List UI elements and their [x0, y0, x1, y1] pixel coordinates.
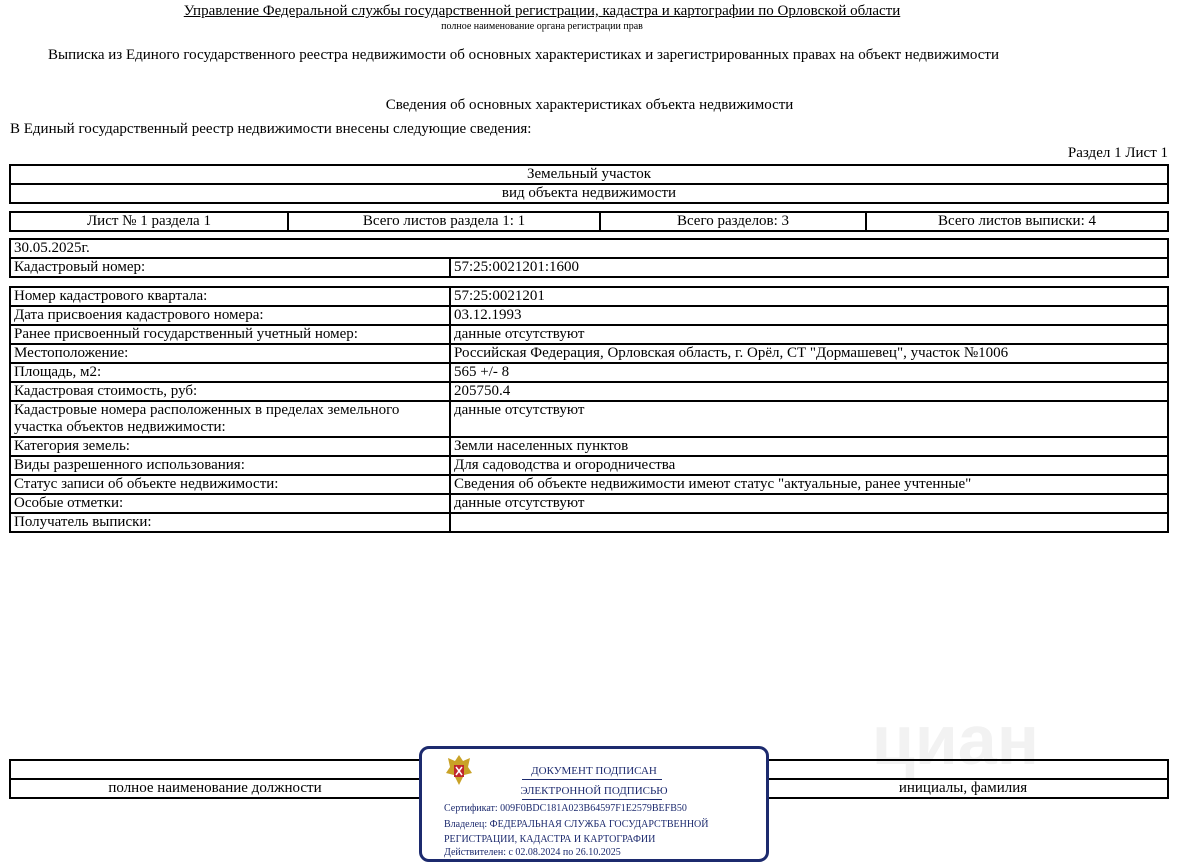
row-label: Особые отметки: — [10, 494, 450, 513]
name-caption: инициалы, фамилия — [758, 779, 1168, 798]
extract-title: Выписка из Единого государственного реестра недвижимости об основных характеристиках и зарегистрированных правах на объект недвижимости — [48, 47, 1000, 63]
cadastral-table — [9, 238, 1169, 278]
object-type-table — [9, 164, 1169, 204]
stamp-line1: ДОКУМЕНТ ПОДПИСАН — [531, 765, 657, 777]
sheet-info-table — [9, 211, 1169, 232]
row-label: Получатель выписки: — [10, 513, 450, 532]
row-label: Виды разрешенного использования: — [10, 456, 450, 475]
electronic-signature-stamp — [419, 746, 769, 862]
row-value: 57:25:0021201 — [450, 287, 1168, 306]
position-blank — [10, 760, 420, 779]
row-label: Кадастровая стоимость, руб: — [10, 382, 450, 401]
table-row — [10, 363, 1168, 382]
table-row — [10, 456, 1168, 475]
table-row — [10, 287, 1168, 306]
row-value: Российская Федерация, Орловская область, г. Орёл, СТ "Дормашевец", участок №1006 — [450, 344, 1168, 363]
row-label: Статус записи об объекте недвижимости: — [10, 475, 450, 494]
row-value: 205750.4 — [450, 382, 1168, 401]
cadastral-number: 57:25:0021201:1600 — [450, 258, 1168, 277]
row-value: данные отсутствуют — [450, 494, 1168, 513]
extract-date: 30.05.2025г. — [10, 239, 1168, 258]
object-type-caption: вид объекта недвижимости — [10, 184, 1168, 203]
characteristics-table — [9, 286, 1169, 533]
row-label: Дата присвоения кадастрового номера: — [10, 306, 450, 325]
table-row — [10, 401, 1168, 437]
row-label: Категория земель: — [10, 437, 450, 456]
name-blank — [758, 760, 1168, 779]
table-row — [10, 494, 1168, 513]
row-value: 03.12.1993 — [450, 306, 1168, 325]
sheet-info-cell: Всего листов раздела 1: 1 — [288, 212, 600, 231]
row-value: Для садоводства и огородничества — [450, 456, 1168, 475]
row-value: 565 +/- 8 — [450, 363, 1168, 382]
table-row — [10, 382, 1168, 401]
sheet-info-cell: Лист № 1 раздела 1 — [10, 212, 288, 231]
row-label: Местоположение: — [10, 344, 450, 363]
row-value: данные отсутствуют — [450, 401, 1168, 437]
stamp-owner: Владелец: ФЕДЕРАЛЬНАЯ СЛУЖБА ГОСУДАРСТВЕННОЙ — [444, 819, 709, 830]
section-title: Сведения об основных характеристиках объекта недвижимости — [385, 97, 794, 113]
table-row — [10, 344, 1168, 363]
stamp-validity: Действителен: с 02.08.2024 по 26.10.2025 — [444, 847, 621, 858]
table-row — [10, 306, 1168, 325]
part-label: Раздел 1 Лист 1 — [1067, 145, 1168, 161]
stamp-divider — [522, 779, 662, 780]
sheet-info-cell: Всего листов выписки: 4 — [866, 212, 1168, 231]
row-value — [450, 513, 1168, 532]
table-row — [10, 513, 1168, 532]
stamp-line2: ЭЛЕКТРОННОЙ ПОДПИСЬЮ — [520, 785, 668, 797]
row-label: Ранее присвоенный государственный учетный номер: — [10, 325, 450, 344]
organization-caption: полное наименование органа регистрации прав — [441, 21, 643, 32]
table-row — [10, 475, 1168, 494]
stamp-divider — [522, 799, 662, 800]
row-label: Номер кадастрового квартала: — [10, 287, 450, 306]
row-value: данные отсутствуют — [450, 325, 1168, 344]
cadastral-label: Кадастровый номер: — [10, 258, 450, 277]
row-value: Земли населенных пунктов — [450, 437, 1168, 456]
watermark-logo: циан — [871, 701, 1039, 779]
table-row — [10, 437, 1168, 456]
stamp-certificate: Сертификат: 009F0BDC181A023B64597F1E2579BEFB50 — [444, 803, 687, 814]
object-type: Земельный участок — [10, 165, 1168, 184]
stamp-owner: РЕГИСТРАЦИИ, КАДАСТРА И КАРТОГРАФИИ — [444, 834, 656, 845]
intro-text: В Единый государственный реестр недвижимости внесены следующие сведения: — [10, 121, 532, 137]
row-label: Кадастровые номера расположенных в пределах земельного участка объектов недвижимости: — [10, 401, 450, 437]
organization-name: Управление Федеральной службы государственной регистрации, кадастра и картографии по Орловской области — [183, 3, 901, 19]
sheet-info-cell: Всего разделов: 3 — [600, 212, 866, 231]
row-label: Площадь, м2: — [10, 363, 450, 382]
position-caption: полное наименование должности — [10, 779, 420, 798]
table-row — [10, 325, 1168, 344]
row-value: Сведения об объекте недвижимости имеют статус "актуальные, ранее учтенные" — [450, 475, 1168, 494]
